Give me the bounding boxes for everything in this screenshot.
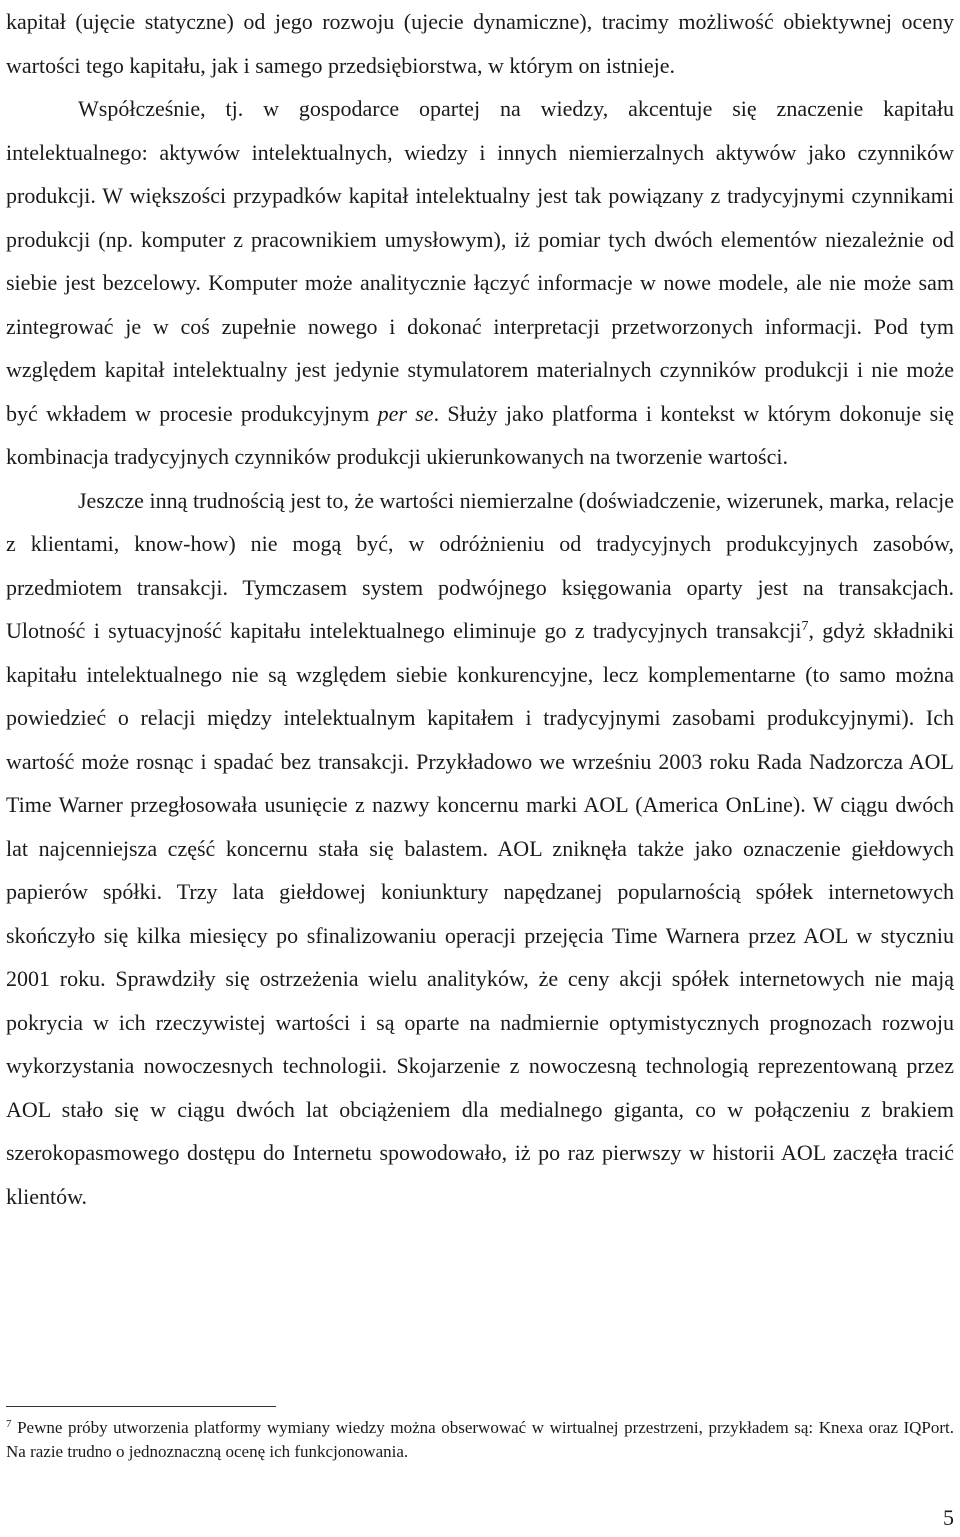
body-text — [6, 0, 954, 1218]
italic-phrase: per se — [377, 400, 434, 426]
footnote-divider — [6, 1406, 276, 1407]
paragraph-3-text: Jeszcze inną trudnością jest to, że wartości niemierzalne (doświadczenie, wizerunek, marka, relacje z klientami, know-how) nie mogą być, w odróżnieniu od tradycyjnych produkcyjnych zasobów, przedmiotem transakcji. Tymczasem system podwójnego księgowania oparty jest na transakcjach. Ulotność i sytuacyjność kapitału intelektualnego eliminuje go z tradycyjnych transakcji — [6, 487, 954, 643]
paragraph-2 — [6, 87, 954, 479]
paragraph-3-text-end: , gdyż składniki kapitału intelektualnego nie są względem siebie konkurencyjne, lecz komplementarne (to samo można powiedzieć o relacji między intelektualnym kapitałem i tradycyjnymi zasobami produkcyjnymi). Ich wartość może rosnąc i spadać bez transakcji. Przykładowo we wrześniu 2003 roku Rada Nadzorcza AOL Time Warner przegłosowała usunięcie z nazwy koncernu marki AOL (America OnLine). W ciągu dwóch lat najcenniejsza część koncernu stała się balastem. AOL zniknęła także jako oznaczenie giełdowych papierów spółki. Trzy lata giełdowej koniunktury napędzanej popularnością spółek internetowych skończyło się kilka miesięcy po sfinalizowaniu operacji przejęcia Time Warnera przez AOL w styczniu 2001 roku. Sprawdziły się ostrzeżenia wielu analityków, że ceny akcji spółek internetowych nie mają pokrycia w ich rzeczywistej wartości i są oparte na nadmiernie optymistycznych prognozach rozwoju wykorzystania nowoczesnych technologii. Skojarzenie z nowoczesną technologią reprezentowaną przez AOL stało się w ciągu dwóch lat obciążeniem dla medialnego giganta, co w połączeniu z brakiem szerokopasmowego dostępu do Internetu spowodowało, iż po raz pierwszy w historii AOL zaczęła tracić klientów. — [6, 618, 954, 1209]
footnote-reference[interactable]: 7 — [801, 619, 809, 634]
paragraph-3 — [6, 479, 954, 1219]
paragraph-2-text: Współcześnie, tj. w gospodarce opartej na wiedzy, akcentuje się znaczenie kapitału intelektualnego: aktywów intelektualnych, wiedzy i innych niemierzalnych aktywów jako czynników produkcji. W większości przypadków kapitał intelektualny jest tak powiązany z tradycyjnymi czynnikami produkcji (np. komputer z pracownikiem umysłowym), iż pomiar tych dwóch elementów niezależnie od siebie jest bezcelowy. Komputer może analitycznie łączyć informacje w nowe modele, ale nie może sam zintegrować je w coś zupełnie nowego i dokonać interpretacji przetworzonych informacji. Pod tym względem kapitał intelektualny jest jedynie stymulatorem materialnych czynników produkcji i nie może być wkładem w procesie produkcyjnym — [6, 96, 954, 426]
footnote — [6, 1416, 954, 1464]
footnote-text: Pewne próby utworzenia platformy wymiany wiedzy można obserwować w wirtualnej przestrzeni, przykładem są: Knexa oraz IQPort. Na razie trudno o jednoznaczną ocenę ich funkcjonowania. — [6, 1418, 954, 1461]
paragraph-1: kapitał (ujęcie statyczne) od jego rozwoju (ujecie dynamiczne), tracimy możliwość obiektywnej oceny wartości tego kapitału, jak i samego przedsiębiorstwa, w którym on istnieje. — [6, 9, 954, 78]
page-number: 5 — [943, 1505, 954, 1530]
footnote-number: 7 — [6, 1418, 12, 1430]
paragraph-2-text-end: . Służy jako platforma i kontekst w którym dokonuje się kombinacja tradycyjnych czynników produkcji ukierunkowanych na tworzenie wartości. — [6, 400, 955, 469]
